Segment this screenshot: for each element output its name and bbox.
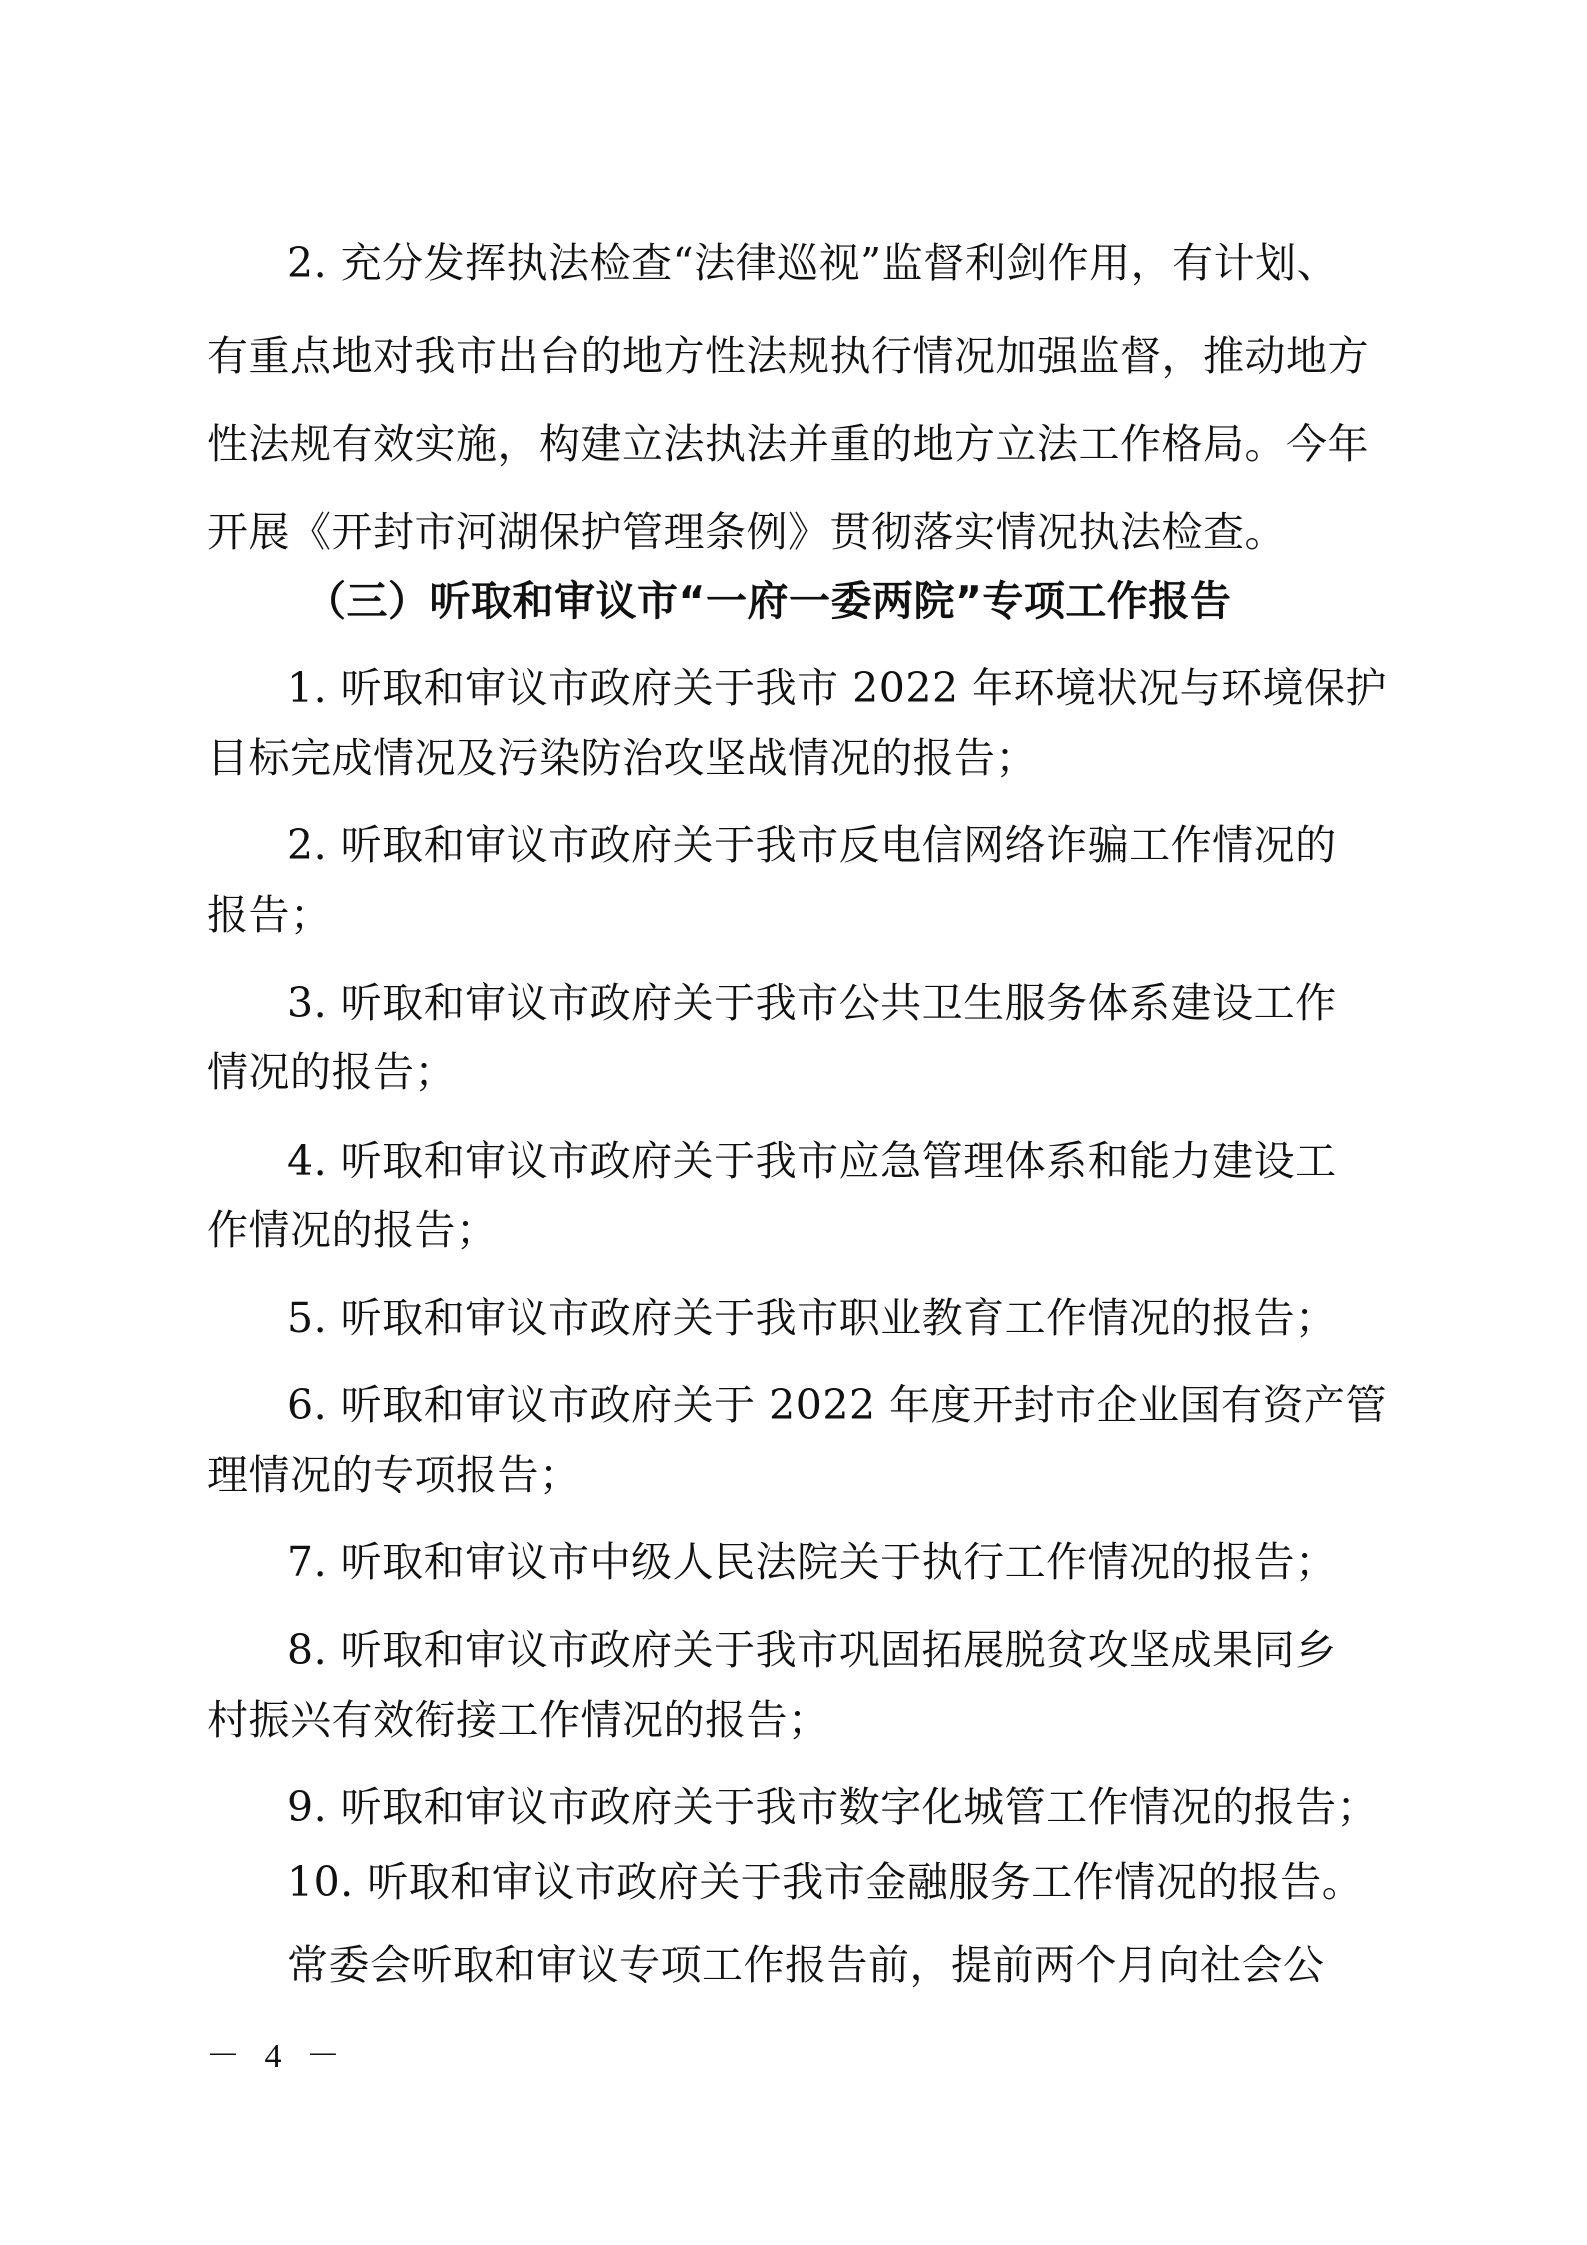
paragraph-line: 7. 听取和审议市中级人民法院关于执行工作情况的报告； bbox=[287, 1538, 1337, 1586]
page-number: － 4 － bbox=[206, 2038, 348, 2075]
paragraph-line: 常委会听取和审议专项工作报告前，提前两个月向社会公 bbox=[287, 1941, 1325, 1989]
paragraph-line: 开展《开封市河湖保护管理条例》贯彻落实情况执法检查。 bbox=[207, 508, 1286, 556]
paragraph-line: 4. 听取和审议市政府关于我市应急管理体系和能力建设工 bbox=[287, 1137, 1337, 1185]
paragraph-line: 8. 听取和审议市政府关于我市巩固拓展脱贫攻坚成果同乡 bbox=[287, 1626, 1337, 1674]
paragraph-line: 2. 听取和审议市政府关于我市反电信网络诈骗工作情况的 bbox=[287, 821, 1337, 869]
paragraph-line: 有重点地对我市出台的地方性法规执行情况加强监督，推动地方 bbox=[207, 332, 1369, 380]
paragraph-line: 作情况的报告； bbox=[207, 1206, 498, 1254]
paragraph-line: 情况的报告； bbox=[207, 1048, 456, 1096]
paragraph-line: 6. 听取和审议市政府关于 2022 年度开封市企业国有资产管 bbox=[287, 1381, 1388, 1429]
section-heading: （三）听取和审议市“一府一委两院”专项工作报告 bbox=[305, 577, 1232, 625]
paragraph-line: 3. 听取和审议市政府关于我市公共卫生服务体系建设工作 bbox=[287, 979, 1337, 1027]
paragraph-line: 1. 听取和审议市政府关于我市 2022 年环境状况与环境保护 bbox=[287, 664, 1388, 712]
paragraph-line: 2. 充分发挥执法检查“法律巡视”监督利剑作用，有计划、 bbox=[287, 239, 1339, 287]
paragraph-line: 报告； bbox=[207, 891, 332, 939]
paragraph-line: 9. 听取和审议市政府关于我市数字化城管工作情况的报告； bbox=[287, 1783, 1379, 1831]
paragraph-line: 10. 听取和审议市政府关于我市金融服务工作情况的报告。 bbox=[287, 1858, 1364, 1906]
paragraph-line: 理情况的专项报告； bbox=[207, 1451, 581, 1499]
paragraph-line: 目标完成情况及污染防治攻坚战情况的报告； bbox=[207, 734, 1037, 782]
paragraph-line: 5. 听取和审议市政府关于我市职业教育工作情况的报告； bbox=[287, 1294, 1337, 1342]
paragraph-line: 性法规有效实施，构建立法执法并重的地方立法工作格局。今年 bbox=[207, 420, 1369, 468]
paragraph-line: 村振兴有效衔接工作情况的报告； bbox=[207, 1696, 830, 1744]
